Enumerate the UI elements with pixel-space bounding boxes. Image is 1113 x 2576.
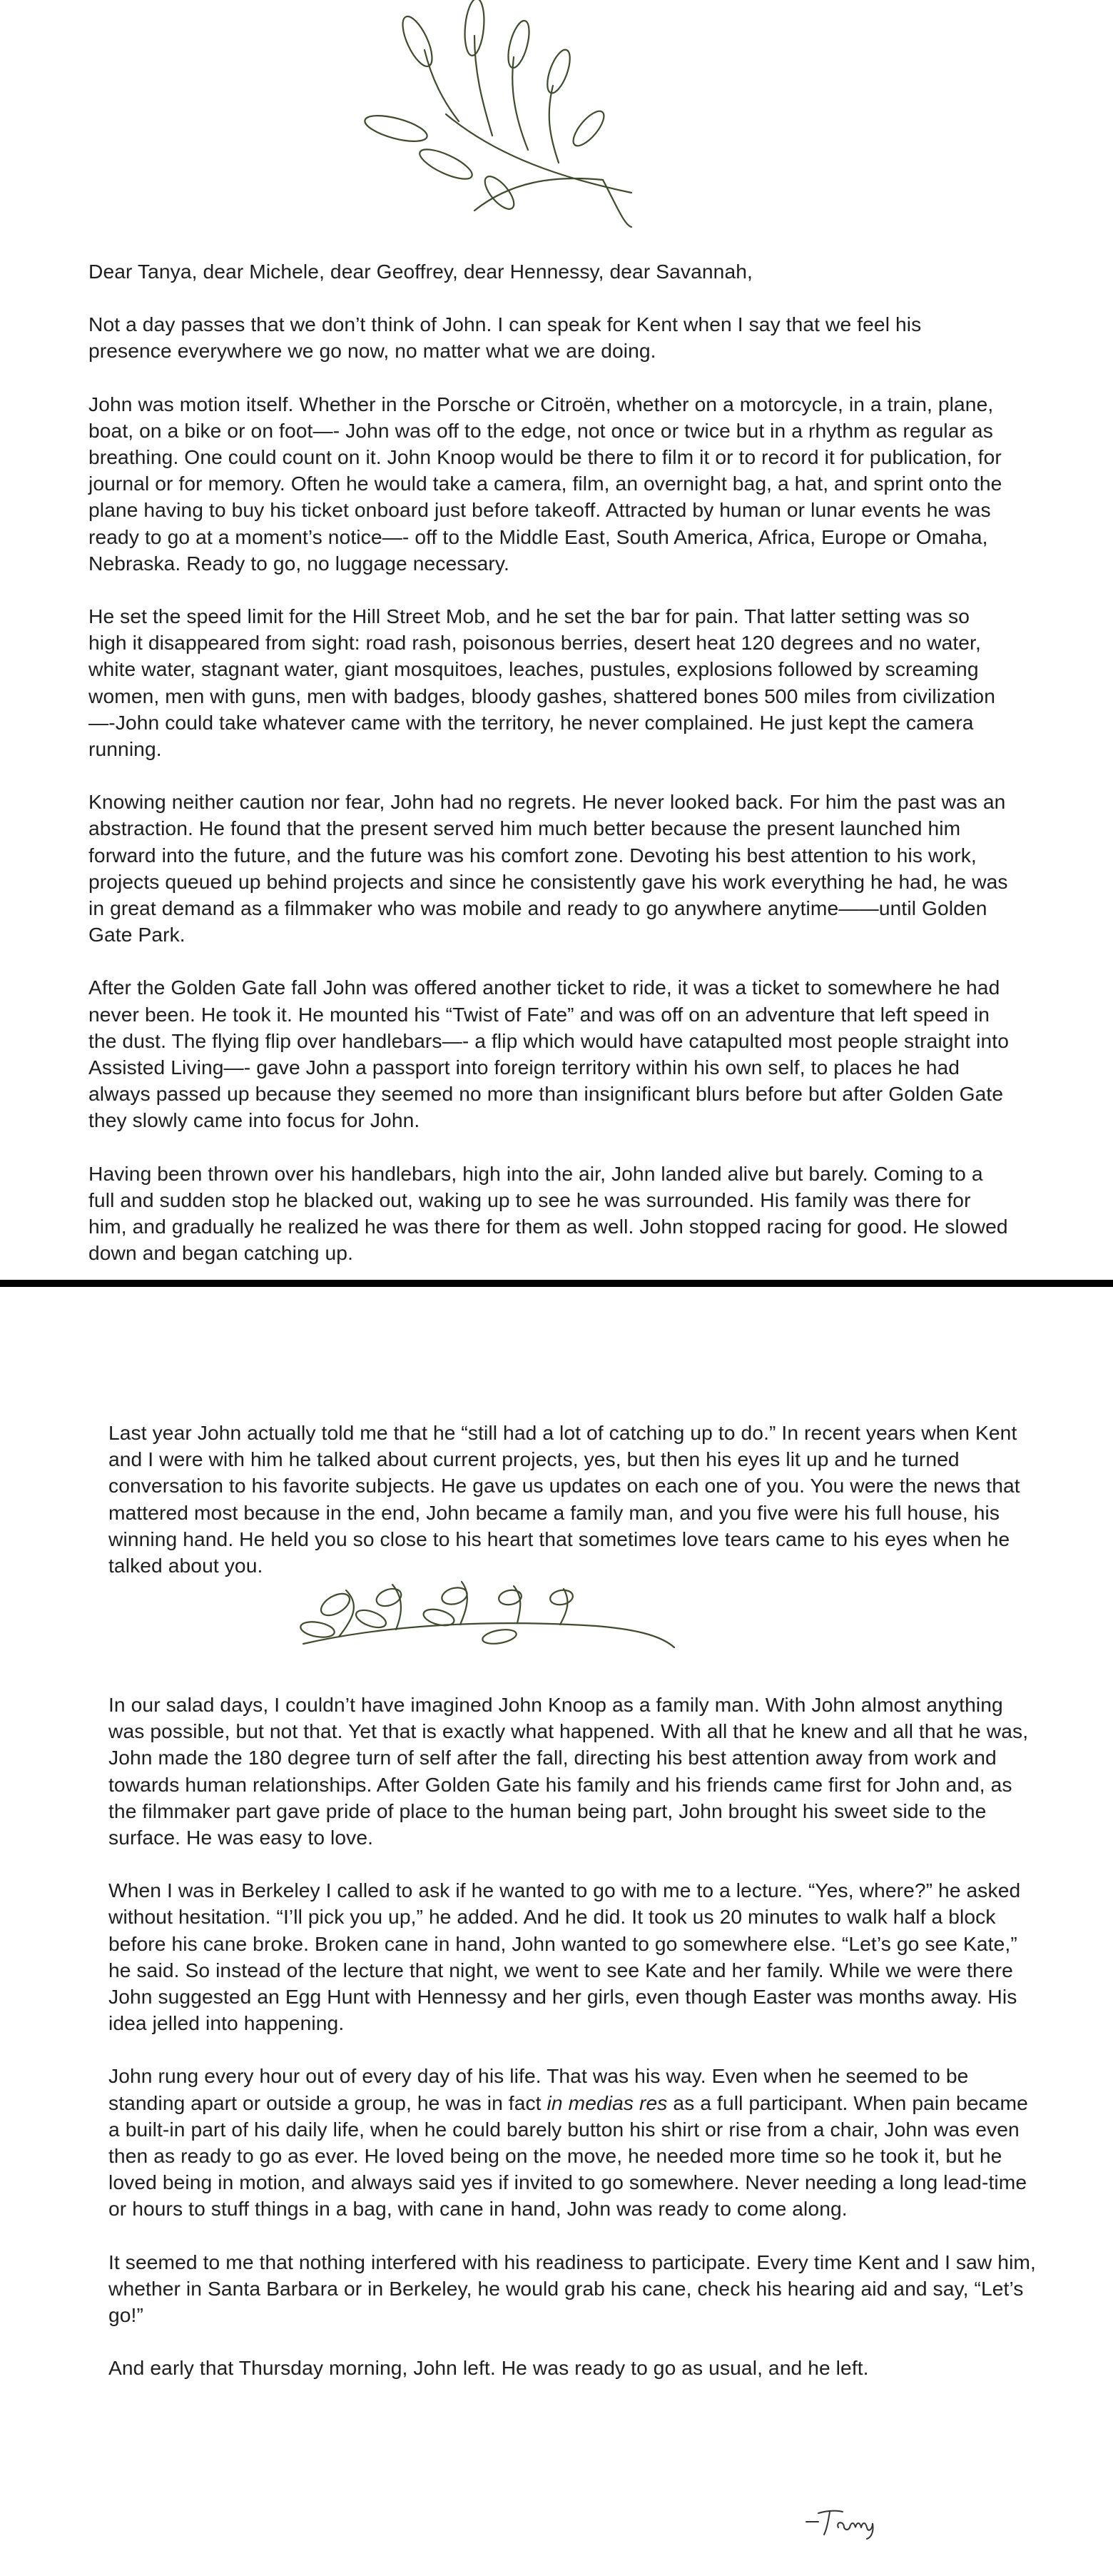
paragraph: John was motion itself. Whether in the Porsche or Citroën, whether on a motorcycle, in a train, plane, boat, on a bike or on foot—- John was off to the edge, not once or twice but in a rhythm as regular as breathing. One could count on it. John Knoop would be there to film it or to record it for publication, for journal or for memory. Often he would take a camera, film, an overnight bag, a hat, and sprint onto the plane having to buy his ticket onboard just before takeoff. Attracted by human or lunar events he was ready to go at a moment’s notice—- off to the Middle East, South America, Africa, Europe or Omaha, Nebraska. Ready to go, no luggage necessary. [88,392,1002,575]
page-divider [0,1280,1113,1287]
letter-page-2 [0,1287,1113,2576]
paragraph: He set the speed limit for the Hill Street Mob, and he set the bar for pain. That latter setting was so high it disappeared from sight: road rash, poisonous berries, desert heat 120 degrees and no water, white water, stagnant water, giant mosquitoes, leaches, pustules, explosions followed by screaming women, men with guns, men with badges, bloody gashes, shattered bones 500 miles from civilization—-John could take whatever came with the territory, he never complained. He just kept the camera running. [88,605,995,761]
handwritten-signature [803,2500,903,2540]
salutation: Dear Tanya, dear Michele, dear Geoffrey, dear Hennessy, dear Savannah, [88,260,753,283]
paragraph: In our salad days, I couldn’t have imagined John Knoop as a family man. With John almost anything was possible, but not that. Yet that is exactly what happened. With all that he knew and all that he was, John made the 180 degree turn of self after the fall, directing his best attention away from work and towards human relationships. After Golden Gate his family and his friends came first for John and, as the filmmaker part gave pride of place to the human being part, John brought his sweet side to the surface. He was easy to love. [108,1693,1029,1849]
paragraph: After the Golden Gate fall John was offered another ticket to ride, it was a ticket to somewhere he had never been. He took it. He mounted his “Twist of Fate” and was off on an adventure that left speed in the dust. The flying flip over handlebars—- a flip which would have catapulted most people straight into Assisted Living—- gave John a passport into foreign territory within his own self, to places he had always passed up because they seemed no more than insignificant blurs before but after Golden Gate they slowly came into focus for John. [88,976,1010,1132]
paragraph-text: as a full participant. When pain became a built-in part of his daily life, when he could barely button his shirt or rise from a chair, John was even then as ready to go as ever. He loved being on the move, he needed more time so he took it, but he loved being in motion, and always said yes if invited to go somewhere. Never needing a long lead-time or hours to stuff things in a bag, with cane in hand, John was ready to come along. [108,2091,1028,2221]
paragraph: Knowing neither caution nor fear, John had no regrets. He never looked back. For him the past was an abstraction. He found that the present served him much better because the present launched him forward into the future, and the future was his comfort zone. Devoting his best attention to his work, projects queued up behind projects and since he consistently gave his work everything he had, he was in great demand as a filmmaker who was mobile and ready to go anywhere anytime——until Golden Gate Park. [88,790,1008,946]
paragraph: Not a day passes that we don’t think of John. I can speak for Kent when I say that we feel his presence everywhere we go now, no matter what we are doing. [88,313,922,363]
paragraph-text: John rung every hour out of every day of his life. That was his way. Even when he seemed to be standing apart or outside a group, he was in fact [108,2064,969,2114]
paragraph: When I was in Berkeley I called to ask if he wanted to go with me to a lecture. “Yes, where?” he asked without hesitation. “I’ll pick you up,” he added. And he did. It took us 20 minutes to walk half a block before his cane broke. Broken cane in hand, John wanted to go somewhere else. “Let’s go see Kate,” he said. So instead of the lecture that night, we went to see Kate and her family. While we were there John suggested an Egg Hunt with Hennessy and her girls, even though Easter was months away. His idea jelled into happening. [108,1879,1021,2035]
paragraph: Having been thrown over his handlebars, high into the air, John landed alive but barely. Coming to a full and sudden stop he blacked out, waking up to see he was surrounded. His family was there for him, and gradually he realized he was there for them as well. John stopped racing for good. He slowed down and began catching up. [88,1161,1008,1265]
leaf-sprig-icon [367,29,639,225]
letter-body-part-2b [108,1692,1036,2408]
flower-branch-icon [296,1576,681,1655]
paragraph: And early that Thursday morning, John left. He was ready to go as usual, and he left. [108,2356,869,2380]
letter-body-part-1 [88,258,1009,1293]
paragraph: Last year John actually told me that he “still had a lot of catching up to do.” In recent years when Kent and I were with him he talked about current projects, yes, but then his eyes lit up and he turned conversation to his favorite subjects. He gave us updates on each one of you. You were the news that mattered most because in the end, John became a family man, and you five were his full house, his winning hand. He held you so close to his heart that sometimes love tears came to his eyes when he talked about you. [108,1421,1020,1577]
letter-page-1 [0,0,1113,1280]
paragraph: It seemed to me that nothing interfered with his readiness to participate. Every time Kent and I saw him, whether in Santa Barbara or in Berkeley, he would grab his cane, check his hearing aid and say, “Let’s go!” [108,2250,1036,2327]
latin-phrase: in medias res [547,2091,668,2114]
paragraph [108,2063,1036,2222]
